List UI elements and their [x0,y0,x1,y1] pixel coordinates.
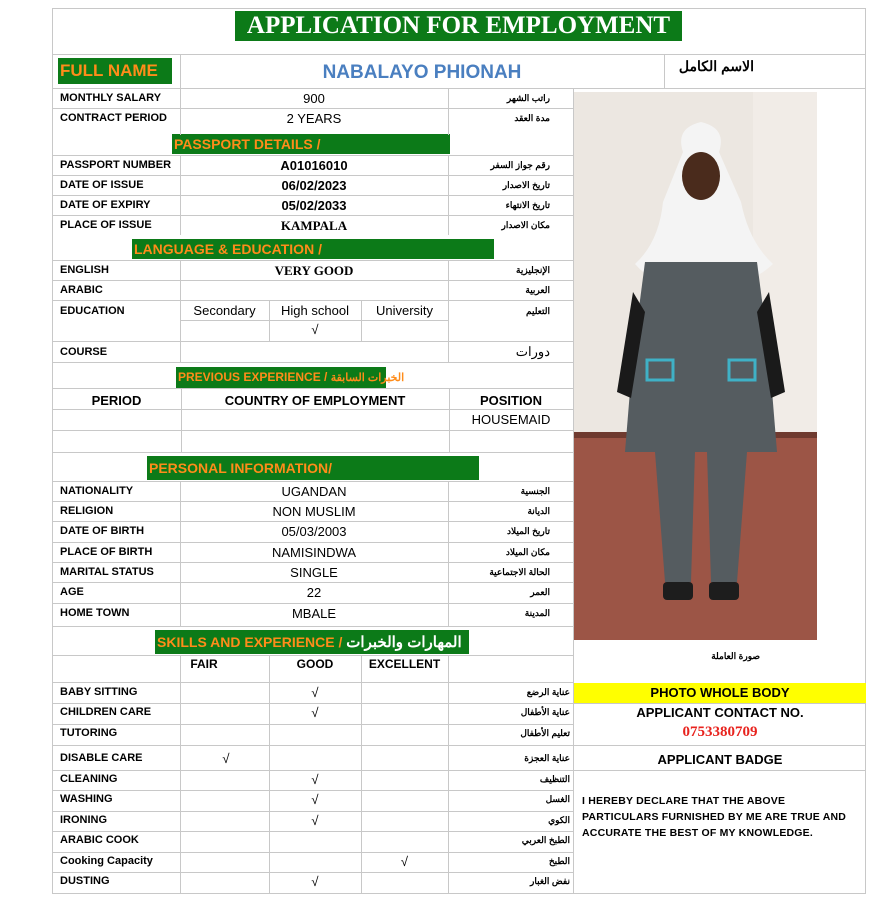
age-label: AGE [60,586,84,598]
education-check-high-school: √ [311,322,319,337]
nationality-value: UGANDAN [281,484,347,499]
experience-header-en: PREVIOUS EXPERIENCE / [178,370,328,384]
skill-label: BABY SITTING [60,686,138,698]
education-label: EDUCATION [60,305,125,317]
age-arabic: العمر [530,587,550,597]
education-option-secondary: Secondary [193,303,256,318]
arabic-label: ARABIC [60,284,103,296]
skills-section-header [155,630,469,654]
salary-label: MONTHLY SALARY [60,92,162,104]
passport-number-label: PASSPORT NUMBER [60,159,172,171]
personal-section-header: PERSONAL INFORMATION/ [147,456,479,480]
skill-arabic: تعليم الأطفال [520,728,570,738]
issue-place-arabic: مكان الاصدار [501,220,550,230]
skill-label: IRONING [60,814,108,826]
salary-value: 900 [303,91,325,106]
marital-status-value: SINGLE [290,565,338,580]
skill-level-mark: √ [311,813,319,828]
english-label: ENGLISH [60,264,109,276]
experience-header-ar: الخبرات السابقة [330,372,405,384]
skill-level-mark: √ [400,854,409,869]
skill-arabic: التنظيف [539,774,570,784]
skill-level-mark: √ [222,751,230,766]
education-option-high-school: High school [281,303,349,318]
age-value: 22 [306,585,322,600]
skill-level-mark: √ [311,874,319,889]
birth-place-label: PLACE OF BIRTH [60,546,153,558]
english-value: VERY GOOD [274,263,354,278]
issue-date-arabic: تاريخ الاصدار [502,180,550,190]
skills-header-ar: المهارات والخبرات [346,634,462,651]
skills-col-fair: FAIR [190,657,218,671]
salary-arabic: راتب الشهر [506,93,550,103]
passport-section-header: PASSPORT DETAILS / [172,134,450,154]
skill-arabic: عناية الأطفال [520,707,570,717]
experience-row-1-position: HOUSEMAID [471,412,551,427]
skills-col-good: GOOD [296,657,334,671]
applicant-badge-label: APPLICANT BADGE [657,752,783,767]
religion-arabic: الديانة [527,506,550,516]
full-name-label: FULL NAME [58,58,172,84]
home-town-value: MBALE [291,606,337,621]
skill-arabic: الطبخ العربي [521,835,570,845]
skill-label: DUSTING [60,875,110,887]
religion-value: NON MUSLIM [272,504,356,519]
declaration-text: I HEREBY DECLARE THAT THE ABOVE PARTICULARS FURNISHED BY ME ARE TRUE AND ACCURATE THE BEST OF MY KNOWLEDGE. [582,795,847,839]
religion-label: RELIGION [60,505,114,517]
full-name-value: NABALAYO PHIONAH [322,62,522,83]
skill-level-mark: √ [311,792,319,807]
skill-label: CHILDREN CARE [60,706,152,718]
skill-label: WASHING [60,793,113,805]
expiry-date-label: DATE OF EXPIRY [60,199,151,211]
language-section-header: LANGUAGE & EDUCATION / [132,239,494,259]
expiry-date-value: 05/02/2033 [281,198,347,213]
skill-level-mark: √ [311,685,319,700]
contact-label: APPLICANT CONTACT NO. [636,705,804,720]
home-town-label: HOME TOWN [60,607,130,619]
birth-place-value: NAMISINDWA [271,545,357,560]
course-label: COURSE [60,346,108,358]
skill-label: TUTORING [60,727,118,739]
experience-col-country: COUNTRY OF EMPLOYMENT [224,393,406,408]
contract-label: CONTRACT PERIOD [60,112,167,124]
birth-date-label: DATE OF BIRTH [60,525,145,537]
experience-col-position: POSITION [479,393,543,408]
issue-date-label: DATE OF ISSUE [60,179,144,191]
birth-date-value: 05/03/2003 [281,524,347,539]
skill-level-mark: √ [311,772,319,787]
skill-arabic: عناية الرضع [526,687,570,697]
home-town-arabic: المدينة [524,608,550,618]
passport-number-arabic: رقم جواز السفر [490,160,550,170]
passport-number-value: A01016010 [280,158,348,173]
skill-label: Cooking Capacity [60,855,153,867]
skill-arabic: الغسل [545,794,570,804]
issue-place-label: PLACE OF ISSUE [60,219,152,231]
birth-place-arabic: مكان الميلاد [505,547,550,557]
skill-label: ARABIC COOK [60,834,139,846]
birth-date-arabic: تاريخ الميلاد [507,526,550,536]
experience-col-period: PERIOD [91,393,142,408]
issue-date-value: 06/02/2023 [281,178,347,193]
contract-arabic: مدة العقد [514,113,550,123]
applicant-photo [573,92,817,640]
arabic-arabic: العربية [525,285,550,295]
skill-arabic: عناية العجزة [524,753,570,763]
marital-status-label: MARITAL STATUS [60,566,154,578]
skill-arabic: الطبخ [548,856,570,866]
marital-status-arabic: الحالة الاجتماعية [489,567,550,577]
skill-label: DISABLE CARE [60,752,143,764]
full-name-arabic: الاسم الكامل [678,58,754,74]
expiry-date-arabic: تاريخ الانتهاء [505,200,550,210]
skill-arabic: نفض الغبار [530,876,570,886]
education-option-university: University [375,303,434,318]
photo-caption-arabic: صورة العاملة [711,651,760,661]
skills-header-en: SKILLS AND EXPERIENCE / [157,634,343,650]
contract-value: 2 YEARS [286,111,342,126]
education-arabic: التعليم [526,306,550,316]
nationality-label: NATIONALITY [60,485,134,497]
form-title: APPLICATION FOR EMPLOYMENT [235,11,682,41]
skills-col-excellent: EXCELLENT [368,657,441,671]
experience-section-header [176,367,405,388]
course-arabic: دورات [515,344,550,359]
contact-number: 0753380709 [682,724,758,740]
nationality-arabic: الجنسية [520,486,550,496]
skill-level-mark: √ [311,705,319,720]
photo-whole-body-label: PHOTO WHOLE BODY [574,683,866,703]
issue-place-value: KAMPALA [280,218,348,233]
skill-arabic: الكوي [548,815,570,825]
english-arabic: الإنجليزية [516,265,550,275]
skill-label: CLEANING [60,773,118,785]
